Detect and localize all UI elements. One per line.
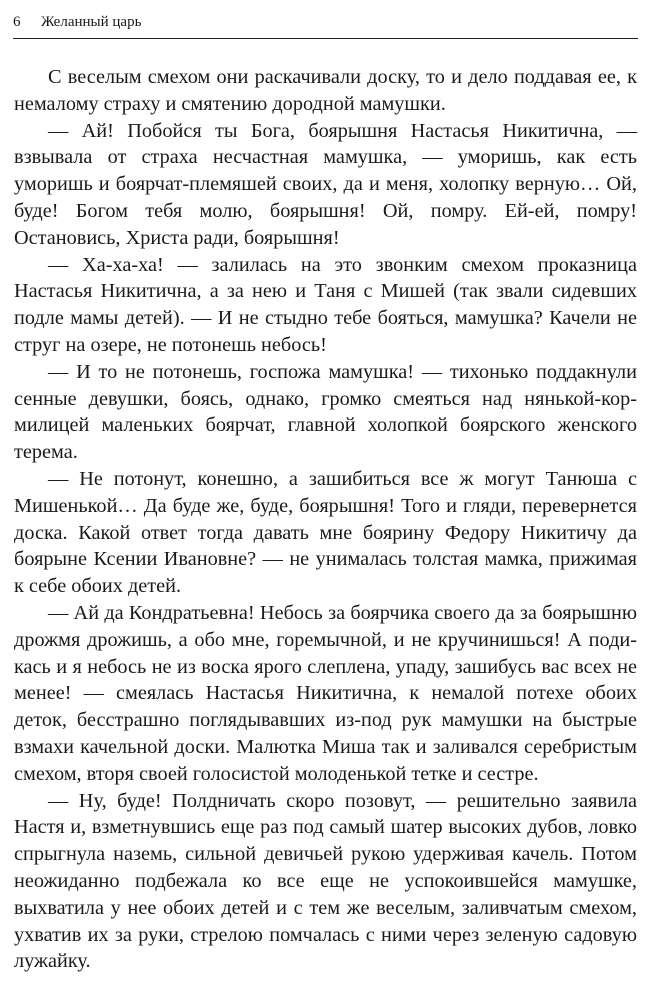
paragraph: — Ну, буде! Полдничать скоро позовут, — решительно заявила Настя и, взметнувшись еще раз под самый шатер высоких дубов, ловко спрыгнула наземь, сильной девичьей рукою удерживая качель. Потом неожиданно подбежала ко все еще не успокоившейся мамушке, выхватила у нее обоих детей и с тем же веселым, заливчатым смехом, ухватив их за руки, стрелою помчалась с ними через зеленую садовую лужайку. (14, 789, 637, 973)
running-header (13, 12, 638, 39)
paragraph: — Ай да Кондратьевна! Небось за боярчика своего да за боярышню дрожмя дрожишь, а обо мне, горемычной, и не кручинишься! А поди-кась и я небось не из воска ярого слеплена, упаду, зашибусь вас всех не менее! — смеялась Настасья Никитична, к немалой потехе обоих деток, бесстрашно поглядывавших из-под рук мамушки на быстрые взмахи качельной доски. Малютка Миша так и заливался серебристым смехом, вторя своей голосистой молоденькой тетке и сестре. (14, 601, 637, 785)
paragraph: — Ха-ха-ха! — залилась на это звонким смехом проказница Настасья Никитична, а за нею и Таня с Мишей (так звали сидевших подле мамы детей). — И не стыдно тебе бояться, мамушка? Качели не струг на озере, не потонешь небось! (14, 253, 637, 356)
paragraph: С веселым смехом они раскачивали доску, то и дело поддавая ее, к немалому страху и смятению дородной мамушки. (14, 66, 637, 115)
paragraph: — И то не потонешь, госпожа мамушка! — тихонько поддакнули сенные девушки, боясь, однако, громко смеяться над нянькой-кормилицей маленьких боярчат, главной холопкой боярского женского терема. (14, 360, 637, 464)
page-number: 6 (13, 14, 21, 30)
text-body (14, 64, 637, 975)
paragraph: — Ай! Побойся ты Бога, боярышня Настасья Никитична, — взвывала от страха несчастная мамушка, — уморишь, как есть уморишь и боярчат-племяшей своих, да и меня, холопку верную… Ой, буде! Богом тебя молю, боярышня! Ой, помру. Ей-ей, помру! Остановись, Христа ради, боярышня! (14, 119, 637, 249)
paragraph: — Не потонут, конешно, а зашибиться все ж могут Танюша с Мишенькой… Да буде же, буде, боярышня! Того и гляди, перевернется доска. Какой ответ тогда давать мне боярину Федору Никитичу да боярыне Ксении Ивановне? — не унималась толстая мамка, прижимая к себе обоих детей. (14, 467, 637, 598)
running-title: Желанный царь (41, 14, 142, 30)
